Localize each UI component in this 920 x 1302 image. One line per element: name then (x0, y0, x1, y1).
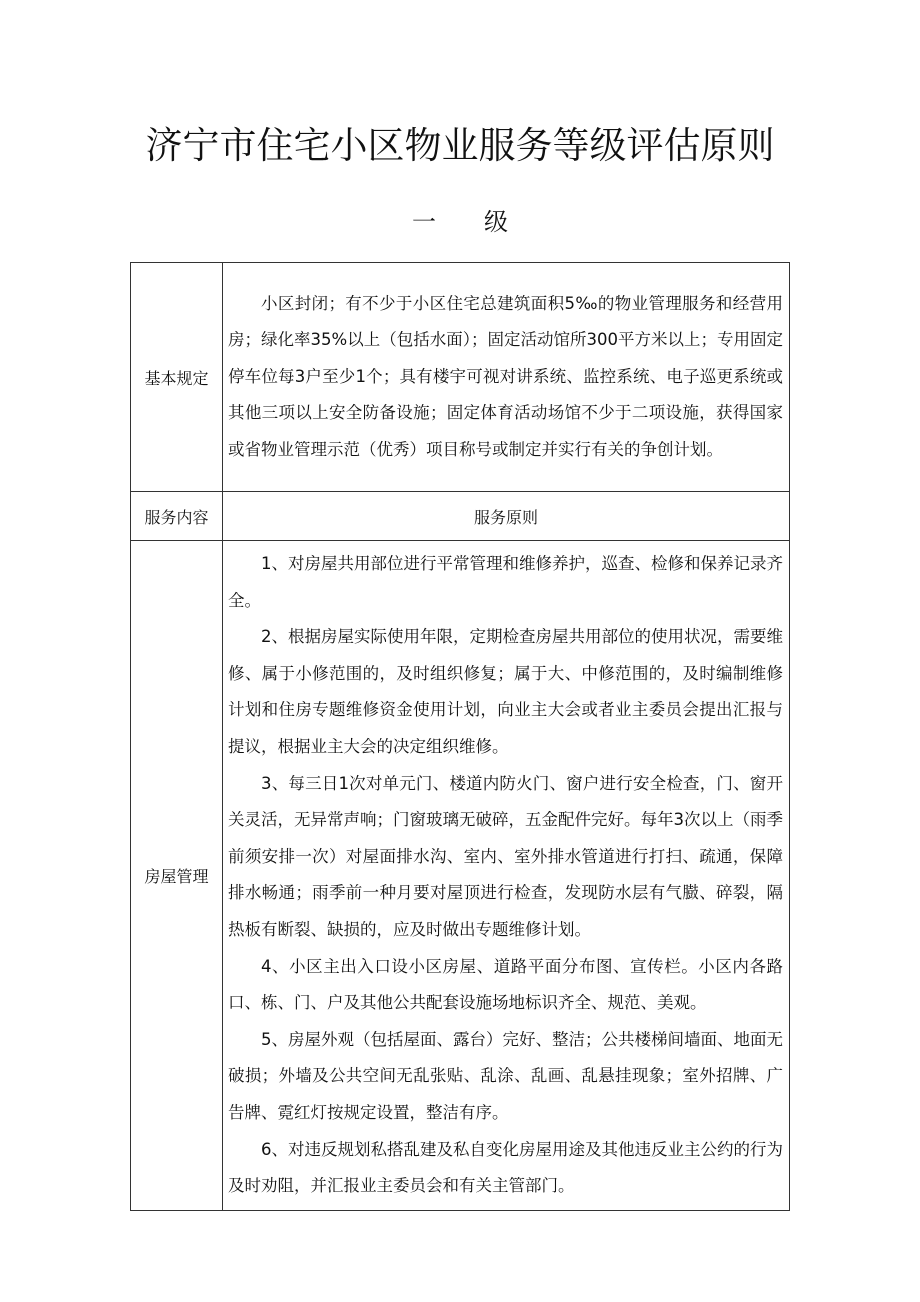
basic-rules-text: 小区封闭；有不少于小区住宅总建筑面积5‰的物业管理服务和经营用房；绿化率35%以上（包括水面）；固定活动馆所300平方米以上；专用固定停车位每3户至少1个；具有楼宇可视对讲系统、监控系统、电子巡更系统或其他三项以上安全防备设施；固定体育活动场馆不少于二项设施，获得国家或省物业管理示范（优秀）项目称号或制定并实行有关的争创计划。 (228, 293, 783, 459)
service-content-header: 服务内容 (131, 492, 223, 541)
standards-table (130, 262, 790, 1211)
housing-item: 2、根据房屋实际使用年限，定期检查房屋共用部位的使用状况，需要维修、属于小修范围的，及时组织修复；属于大、中修范围的，及时编制维修计划和住房专题维修资金使用计划，向业主大会或者业主委员会提出汇报与提议，根据业主大会的决定组织维修。 (228, 627, 783, 756)
housing-item: 5、房屋外观（包括屋面、露台）完好、整洁；公共楼梯间墙面、地面无破损；外墙及公共空间无乱张贴、乱涂、乱画、乱悬挂现象；室外招牌、广告牌、霓红灯按规定设置，整洁有序。 (228, 1029, 783, 1122)
housing-item: 6、对违反规划私搭乱建及私自变化房屋用途及其他违反业主公约的行为及时劝阻，并汇报业主委员会和有关主管部门。 (228, 1139, 783, 1196)
housing-management-content (223, 541, 790, 1211)
table-row-housing (131, 541, 790, 1211)
housing-item: 1、对房屋共用部位进行平常管理和维修养护，巡查、检修和保养记录齐全。 (228, 554, 783, 610)
housing-item: 4、小区主出入口设小区房屋、道路平面分布图、宣传栏。小区内各路口、栋、门、户及其他公共配套设施场地标识齐全、规范、美观。 (228, 956, 783, 1013)
table-row-basic (131, 263, 790, 492)
housing-management-label: 房屋管理 (131, 541, 223, 1211)
housing-item: 3、每三日1次对单元门、楼道内防火门、窗户进行安全检查，门、窗开关灵活，无异常声响；门窗玻璃无破碎，五金配件完好。每年3次以上（雨季前须安排一次）对屋面排水沟、室内、室外排水管道进行打扫、疏通，保障排水畅通；雨季前一种月要对屋顶进行检查，发现防水层有气臌、碎裂，隔热板有断裂、缺损的，应及时做出专题维修计划。 (228, 773, 783, 939)
page-title: 济宁市住宅小区物业服务等级评估原则 (145, 124, 775, 167)
basic-rules-label: 基本规定 (131, 263, 223, 492)
level-heading: 一 级 (412, 208, 508, 236)
basic-rules-content (223, 263, 790, 492)
table-row-header (131, 492, 790, 541)
service-standard-header: 服务原则 (223, 492, 790, 541)
